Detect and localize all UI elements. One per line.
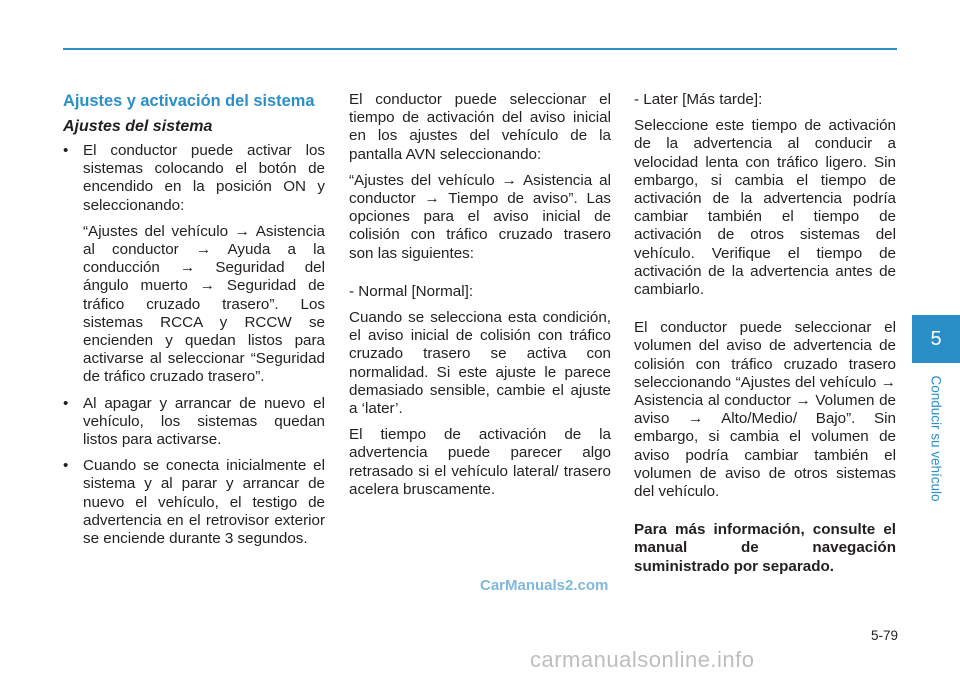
option-label: - Later [Más tarde]: <box>634 91 763 108</box>
list-item <box>63 457 325 548</box>
paragraph: “Ajustes del vehículo → Asistencia al conductor → Tiempo de aviso”. Las opciones para el aviso inicial de colisión con tráfico cruzado trasero son las siguientes: <box>349 171 611 262</box>
watermark[interactable]: CarManuals2.com <box>480 577 609 594</box>
subsection-title: Ajustes del sistema <box>63 118 213 135</box>
bullet-text: • Al apagar y arrancar de nuevo el vehículo, los sistemas quedan listos para activarse. <box>83 394 325 449</box>
note-paragraph: Para más información, consulte el manual de navegación suministrado por separado. <box>634 521 896 575</box>
section-title: Ajustes y activación del sistema <box>63 92 315 110</box>
spacer <box>634 509 896 521</box>
column-1 <box>63 92 325 556</box>
bullet-text: • El conductor puede activar los sistemas colocando el botón de encendido en la posición ON y seleccionando: <box>83 142 325 214</box>
chapter-label <box>912 368 960 508</box>
bullet-list <box>63 142 325 548</box>
list-item <box>63 395 325 450</box>
chapter-number-tab: 5 <box>912 315 960 363</box>
spacer <box>634 307 896 319</box>
option-label: - Normal [Normal]: <box>349 282 474 300</box>
menu-path: “Ajustes del vehículo → Asistencia al conductor → Ayuda a la conducción → Seguridad del ángulo muerto → Seguridad de tráfico cruzado trasero”. Los sistemas RCCA y RCCW se encienden y quedan listos para activarse al seleccionar “Seguridad de tráfico cruzado trasero”. <box>83 222 325 386</box>
page-number: 5-79 <box>870 628 898 643</box>
bullet-text: • Cuando se conecta inicialmente el sistema y al parar y arrancar de nuevo el vehículo, el testigo de advertencia en el retrovisor exterior se enciende durante 3 segundos. <box>83 457 325 548</box>
paragraph: El conductor puede seleccionar el tiempo de activación del aviso inicial en los ajustes del vehículo de la pantalla AVN seleccionando: <box>349 91 611 163</box>
paragraph: El conductor puede seleccionar el volumen del aviso de advertencia de colisión con tráfico cruzado trasero seleccionando “Ajustes del vehículo → Asistencia al conductor → Volumen de aviso → Alto/Medio/ Bajo”. Sin embargo, si cambia el volumen de aviso podría cambiar también el volumen de aviso de otros sistemas del vehículo. <box>634 319 896 501</box>
column-2 <box>349 91 611 507</box>
paragraph: Seleccione este tiempo de activación de la advertencia al conducir a velocidad lenta con tráfico ligero. Sin embargo, si cambia el tiempo de activación de la advertencia podría cambiar también el tiempo de activación de otros sistemas del vehículo. Verifique el tiempo de activación de la advertencia antes de cambiarlo. <box>634 117 896 299</box>
chapter-label-text: Conducir su vehículo <box>928 374 944 502</box>
spacer <box>349 271 611 283</box>
list-item <box>63 142 325 387</box>
footer-watermark: carmanualsonline.info <box>530 647 755 672</box>
top-rule <box>63 48 897 50</box>
paragraph: Cuando se selecciona esta condición, el aviso inicial de colisión con tráfico cruzado trasero se activa con normalidad. Si este ajuste le parece demasiado sensible, cambie el ajuste a ‘later’. <box>349 309 611 418</box>
column-3 <box>634 91 896 584</box>
paragraph: El tiempo de activación de la advertencia puede parecer algo retrasado si el vehículo lateral/ trasero acelera bruscamente. <box>349 426 611 498</box>
